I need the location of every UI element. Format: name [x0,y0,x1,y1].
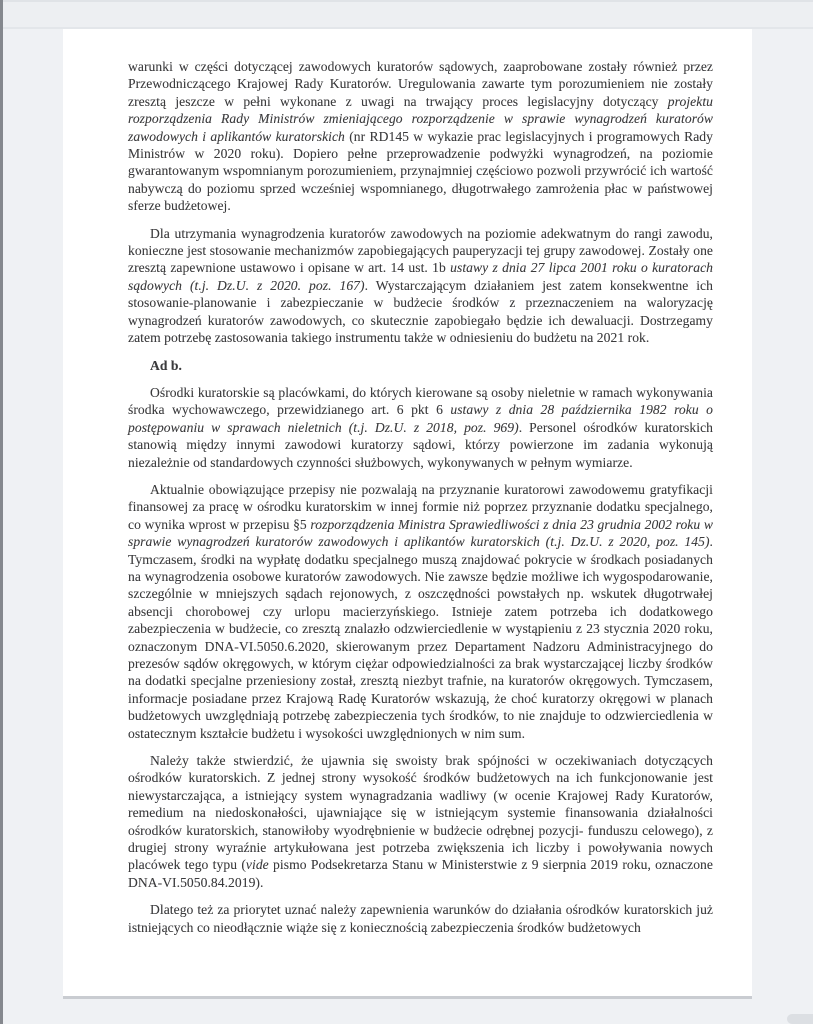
text-segment: Aktualnie obowiązujące przepisy nie pozwalają na przyznanie kuratorowi zawodowemu gratyfikacji finansowej za pracę w ośrodku kuratorskim w innej formie niż poprzez przyznanie dodatku specjalnego, co wynika wprost w przepisu §5 [128,481,713,532]
page-bottom-shadow [63,996,752,999]
paragraph [128,901,713,936]
text-segment: ustawy z dnia 28 października 1982 roku o postępowaniu w sprawach nieletnich (t.j. Dz.U. z 2018, poz. 969) [128,402,713,435]
text-segment: ustawy z dnia 27 lipca 2001 roku o kuratorach sądowych (t.j. Dz.U. z 2020. poz. 167) [128,260,713,293]
text-segment: pismo Podsekretarza Stanu w Ministerstwie z 9 sierpnia 2019 roku, oznaczone DNA-VI.5050.84.2019). [128,857,713,890]
text-segment: Dla utrzymania wynagrodzenia kuratorów zawodowych na poziomie adekwatnym do rangi zawodu, konieczne jest stosowanie mechanizmów zapobiegających pauperyzacji tej grupy zawodowej. Zostały one zresztą zapewnione ustawowo i opisane w art. 14 ust. 1b [128,225,713,276]
text-segment: rozporządzenia Ministra Sprawiedliwości z dnia 23 grudnia 2002 roku w sprawie wynagrodzeń kuratorów zawodowych i aplikantów kuratorskich (t.j. Dz.U. z 2020, poz. 145) [128,516,713,550]
text-segment: (nr RD145 w wykazie prac legislacyjnych i programowych Rady Ministrów w 2020 roku). Dopiero pełne przeprowadzenie podwyżki wynagrodzeń, na poziomie gwarantowanym wspomnianym porozumieniem, przynajmniej częściowo pozwoli przywrócić ich wartość nabywczą do poziomu sprzed wcześniej wspomnianego, długotrwałego zamrożenia płac w państwowej sferze budżetowej. [128,128,713,214]
section-heading [128,357,713,374]
paragraph [128,225,713,347]
text-segment: projektu rozporządzenia Rady Ministrów zmieniającego rozporządzenie w sprawie wynagrodzeń kuratorów zawodowych i aplikantów kuratorskich [128,93,713,144]
paragraph [128,384,713,471]
paragraph [128,481,713,742]
text-segment: . Tymczasem, środki na wypłatę dodatku specjalnego muszą znajdować pokrycie w środkach posiadanych na wynagrodzenia osobowe kuratorów zawodowych. Nie zawsze będzie możliwe ich wygospodarowanie, szczególnie w mniejszych sądach rejonowych, z oszczędności powstałych np. wskutek długotrwałej absencji chorobowej czy urlopu macierzyńskiego. Istnieje zatem potrzeba ich dodatkowego zabezpieczenia w budżecie, co zresztą znalazło odzwierciedlenie w wystąpieniu z 23 stycznia 2020 roku, oznaczonym DNA-VI.5050.6.2020, skierowanym przez Departament Nadzoru Administracyjnego do prezesów sądów okręgowych, w którym ciężar odpowiedzialności za brak wystarczającej liczby środków na dodatki specjalne przeniesiony został, zresztą niezbyt trafnie, na kuratorów okręgowych. Tymczasem, informacje posiadane przez Krajową Radę Kuratorów wskazują, że choć kuratorzy okręgowi w planach budżetowych uwzględniają potrzebę zabezpieczenia tych środków, to nie znajduje to odzwierciedlenia w ostatecznym kształcie budżetu i wysokości uwzględnionych w nim sum. [128,534,713,741]
document-page [63,29,752,996]
text-segment: . Wystarczającym działaniem jest zatem konsekwentne ich stosowanie-planowanie i zabezpieczanie w budżecie środków z przeznaczeniem na waloryzację wynagrodzeń kuratorów zawodowych, co skutecznie zapobiegało będzie ich dewaluacji. Dostrzegamy zatem potrzebę zastosowania takiego instrumentu także w odniesieniu do budżetu na 2021 rok. [128,277,713,346]
text-segment: Ad b. [150,357,182,373]
text-segment: Ośrodki kuratorskie są placówkami, do których kierowane są osoby nieletnie w ramach wykonywania środka wychowawczego, przewidzianego art. 6 pkt 6 [128,384,713,418]
text-segment: vide [245,857,269,873]
paragraph [128,752,713,891]
text-segment: warunki w części dotyczącej zawodowych kuratorów sądowych, zaaprobowane zostały również przez Przewodniczącego Krajowej Rady Kuratorów. Uregulowania zawarte tym porozumieniem nie zostały zresztą jeszcze w pełni wykonane z uwagi na trwający proces legislacyjny dotyczący [128,59,713,109]
scan-top-band [0,0,813,29]
text-segment: . Personel ośrodków kuratorskich stanowią między innymi zawodowi kuratorzy sądowi, którzy powierzone im zadania wykonują niezależnie od standardowych czynności służbowych, wykonywanych w pełnym wymiarze. [128,419,714,470]
document-content [128,58,713,946]
text-segment: Należy także stwierdzić, że ujawnia się swoisty brak spójności w oczekiwaniach dotyczących ośrodków kuratorskich. Z jednej strony wysokość środków budżetowych na ich funkcjonowanie jest niewystarczająca, a istniejący system wynagradzania wadliwy (w ocenie Krajowej Rady Kuratorów, remedium na niedoskonałości, ujawniające się w istniejącym systemie finansowania działalności ośrodków kuratorskich, stanowiłoby wyodrębnienie w budżecie odrębnej pozycji- funduszu celowego), z drugiej strony wyraźnie artykułowana jest potrzeba zwiększenia ich liczby i powoływania nowych placówek tego typu ( [128,753,713,873]
paragraph [128,58,713,215]
scan-left-edge-line [0,0,3,1024]
text-segment: Dlatego też za priorytet uznać należy zapewnienia warunków do działania ośrodków kuratorskich już istniejących co nieodłącznie wiąże się z koniecznością zabezpieczenia środków budżetowych [128,902,713,935]
scan-corner-smudge [787,1014,813,1024]
